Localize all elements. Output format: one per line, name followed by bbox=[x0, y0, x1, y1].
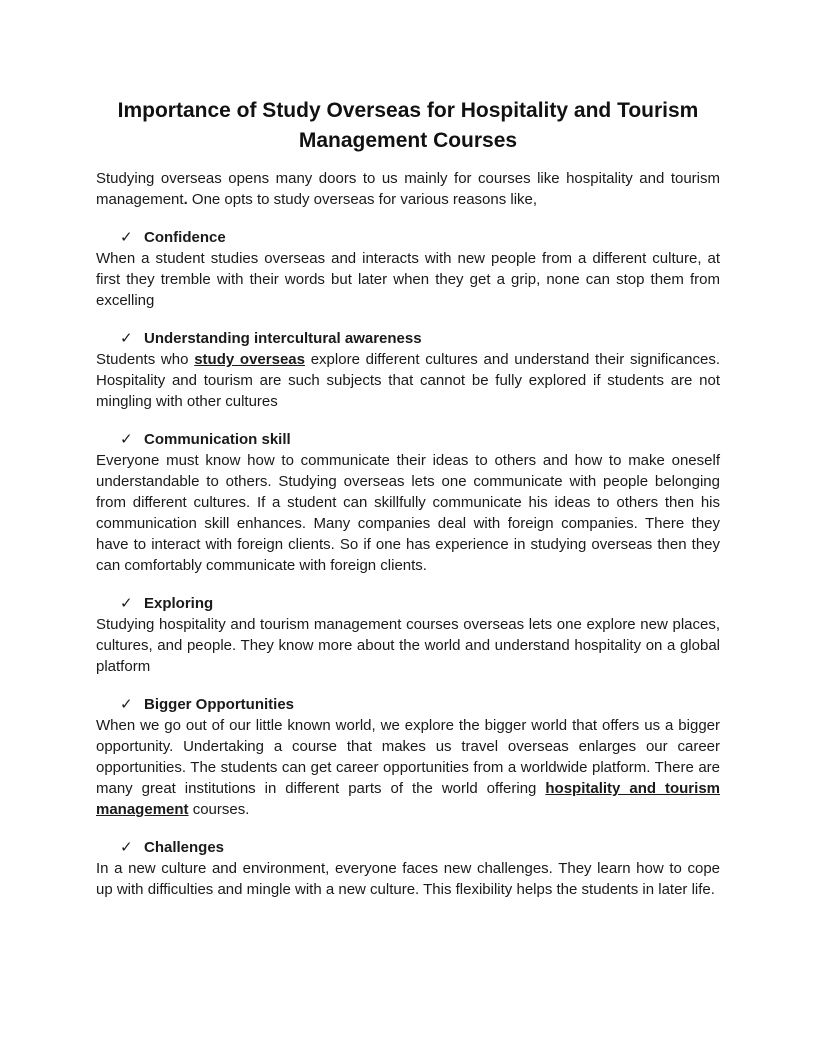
section-body-after: courses. bbox=[188, 801, 250, 818]
section-communication-skill bbox=[96, 428, 720, 576]
section-body-before: Students who bbox=[96, 351, 195, 368]
checkmark-icon: ✓ bbox=[120, 595, 133, 612]
section-heading-text: Communication skill bbox=[144, 430, 291, 448]
section-body: Everyone must know how to communicate their ideas to others and how to make oneself understandable to others. Studying overseas lets one communicate with people belonging from different cultures. If a student can skillfully communicate his ideas to others then his communication skill enhances. Many companies deal with foreign companies. There they have to interact with foreign clients. So if one has experience in studying overseas then they can comfortably communicate with foreign clients. bbox=[96, 452, 720, 574]
section-body: Studying hospitality and tourism management courses overseas lets one explore new places, cultures, and people. They know more about the world and understand hospitality on a global platform bbox=[96, 616, 720, 675]
document-page bbox=[96, 96, 720, 916]
checkmark-icon: ✓ bbox=[120, 431, 133, 448]
study-overseas-link[interactable]: study overseas bbox=[194, 351, 305, 368]
intro-text: Studying overseas opens many doors to us mainly for courses like hospitality and tourism management bbox=[96, 170, 720, 208]
hospitality-tourism-link[interactable]: hospitality and tourism management bbox=[96, 780, 720, 818]
section-heading bbox=[96, 836, 720, 858]
section-challenges bbox=[96, 836, 720, 900]
checkmark-icon: ✓ bbox=[120, 229, 133, 246]
document-title: Importance of Study Overseas for Hospitality and Tourism Management Courses bbox=[117, 99, 699, 152]
section-heading bbox=[96, 428, 720, 450]
section-body: When a student studies overseas and interacts with new people from a different culture, at first they tremble with their words but later when they get a grip, none can stop them from excelling bbox=[96, 250, 720, 309]
section-body bbox=[96, 349, 720, 412]
section-heading bbox=[96, 226, 720, 248]
section-heading-text: Exploring bbox=[144, 594, 214, 612]
section-exploring bbox=[96, 592, 720, 677]
section-heading-text: Confidence bbox=[144, 228, 226, 246]
section-body-before: When we go out of our little known world, we explore the bigger world that offers us a bigger opportunity. Undertaking a course that makes us travel overseas enlarges our career opportunities. The students can get career opportunities from a worldwide platform. There are many great institutions in different parts of the world offering bbox=[96, 717, 720, 797]
section-confidence bbox=[96, 226, 720, 311]
intro-period: . bbox=[183, 191, 188, 208]
section-heading bbox=[96, 327, 720, 349]
section-heading-text: Challenges bbox=[144, 838, 225, 856]
section-heading bbox=[96, 693, 720, 715]
section-body-after: explore different cultures and understand their significances. Hospitality and tourism are such subjects that cannot be fully explored if students are not mingling with other cultures bbox=[96, 351, 721, 410]
intro-tail: One opts to study overseas for various reasons like, bbox=[187, 191, 538, 208]
checkmark-icon: ✓ bbox=[120, 330, 133, 347]
section-bigger-opportunities bbox=[96, 693, 720, 820]
section-heading-text: Understanding intercultural awareness bbox=[144, 329, 422, 347]
intro-paragraph bbox=[96, 168, 720, 210]
checkmark-icon: ✓ bbox=[120, 696, 133, 713]
checkmark-icon: ✓ bbox=[120, 839, 133, 856]
section-intercultural-awareness bbox=[96, 327, 720, 412]
section-heading bbox=[96, 592, 720, 614]
section-body: In a new culture and environment, everyone faces new challenges. They learn how to cope up with difficulties and mingle with a new culture. This flexibility helps the students in later life. bbox=[96, 860, 720, 898]
section-heading-text: Bigger Opportunities bbox=[144, 695, 294, 713]
section-body bbox=[96, 715, 720, 820]
